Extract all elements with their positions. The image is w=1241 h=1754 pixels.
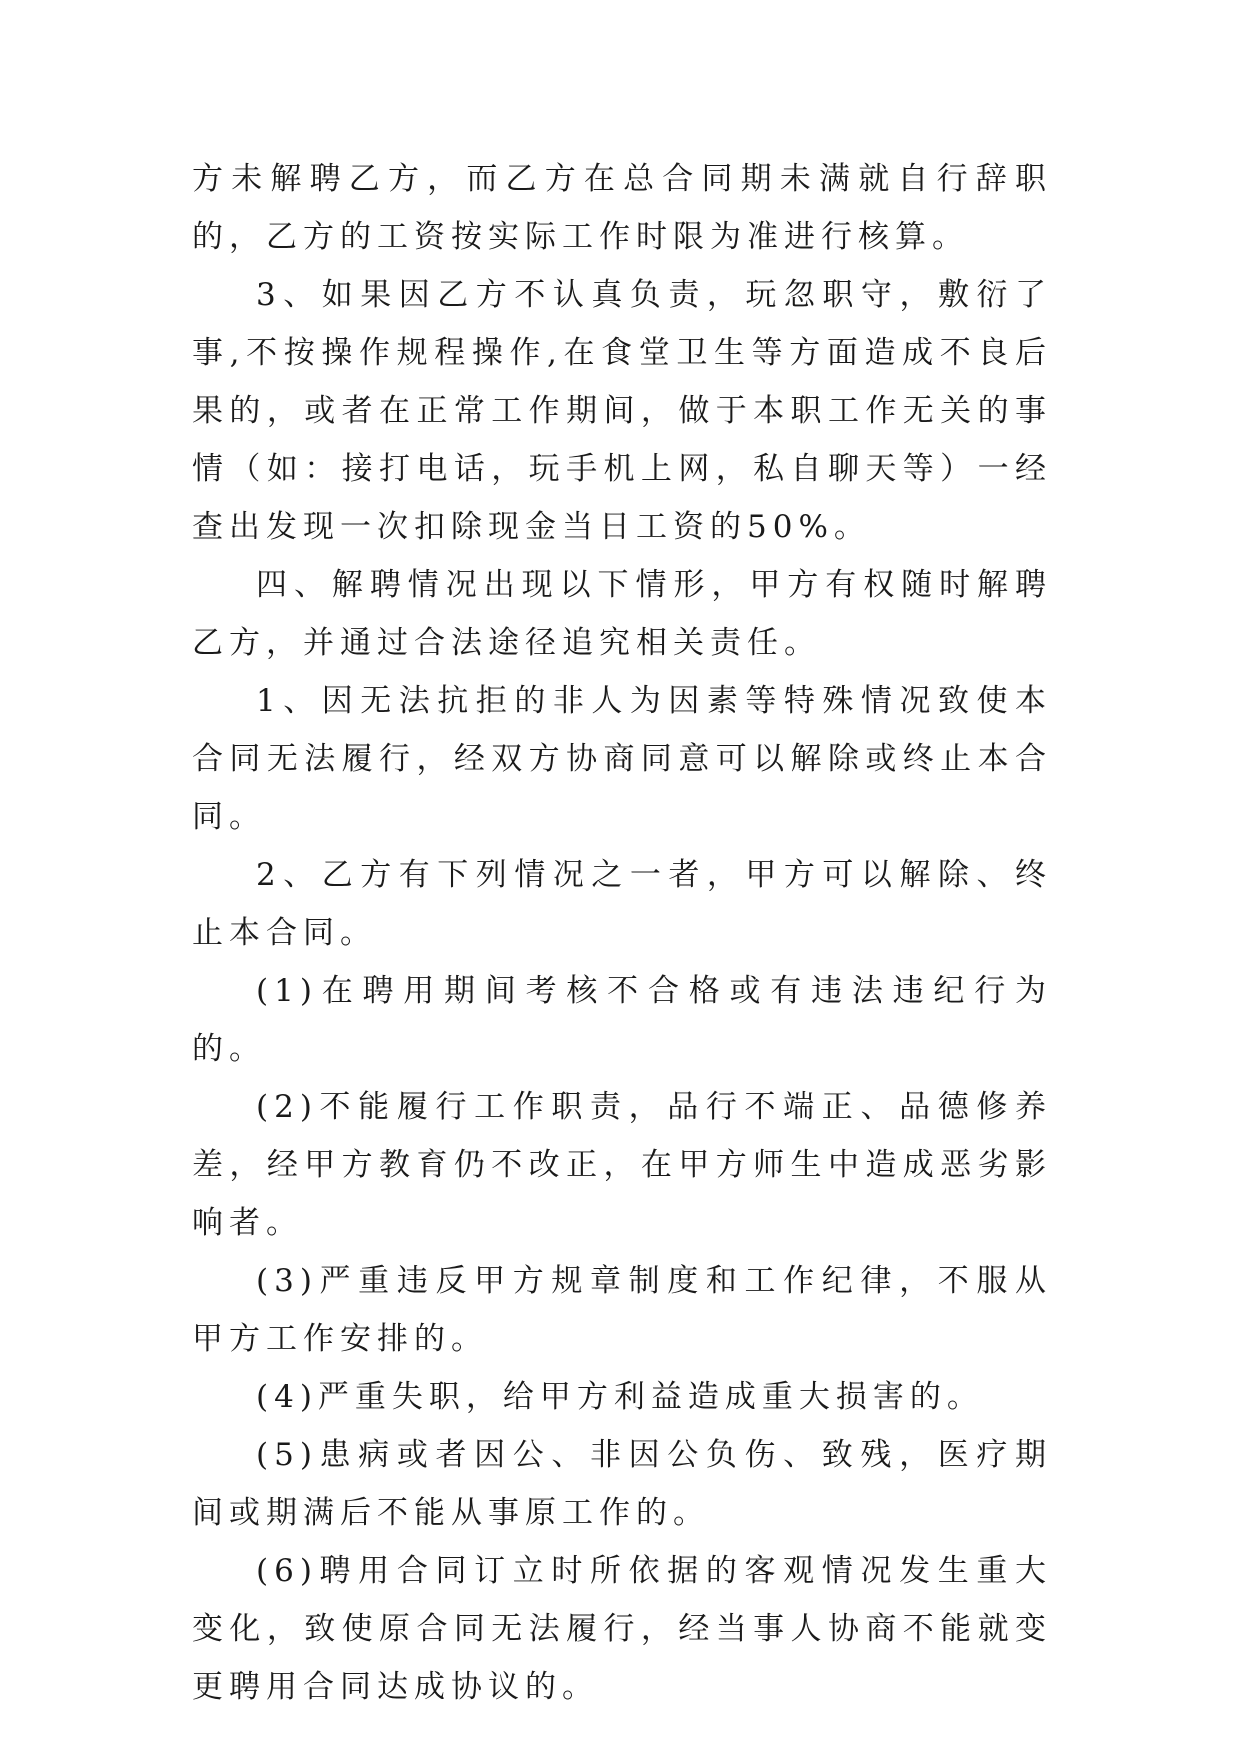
paragraph-10: (5)患病或者因公、非因公负伤、致残，医疗期间或期满后不能从事原工作的。 bbox=[192, 1437, 1052, 1531]
paragraph-11: (6)聘用合同订立时所依据的客观情况发生重大变化，致使原合同无法履行，经当事人协商不能就变更聘用合同达成协议的。 bbox=[192, 1553, 1052, 1705]
paragraph-4: 1、因无法抗拒的非人为因素等特殊情况致使本合同无法履行，经双方协商同意可以解除或终止本合同。 bbox=[192, 683, 1052, 835]
paragraph-3: 四、解聘情况出现以下情形，甲方有权随时解聘乙方，并通过合法途径追究相关责任。 bbox=[192, 567, 1052, 661]
paragraph-6: (1)在聘用期间考核不合格或有违法违纪行为的。 bbox=[192, 973, 1052, 1067]
paragraph-8: (3)严重违反甲方规章制度和工作纪律，不服从甲方工作安排的。 bbox=[192, 1263, 1052, 1357]
paragraph-5: 2、乙方有下列情况之一者，甲方可以解除、终止本合同。 bbox=[192, 857, 1052, 951]
paragraph-1: 方未解聘乙方，而乙方在总合同期未满就自行辞职的，乙方的工资按实际工作时限为准进行核算。 bbox=[192, 161, 1052, 255]
paragraph-2: 3、如果因乙方不认真负责，玩忽职守，敷衍了事,不按操作规程操作,在食堂卫生等方面造成不良后果的，或者在正常工作期间，做于本职工作无关的事情（如：接打电话，玩手机上网，私自聊天等）一经查出发现一次扣除现金当日工资的50%。 bbox=[192, 277, 1052, 545]
document-body bbox=[192, 150, 1052, 1716]
paragraph-9: (4)严重失职，给甲方利益造成重大损害的。 bbox=[256, 1379, 984, 1415]
paragraph-7: (2)不能履行工作职责，品行不端正、品德修养差，经甲方教育仍不改正，在甲方师生中造成恶劣影响者。 bbox=[192, 1089, 1052, 1241]
